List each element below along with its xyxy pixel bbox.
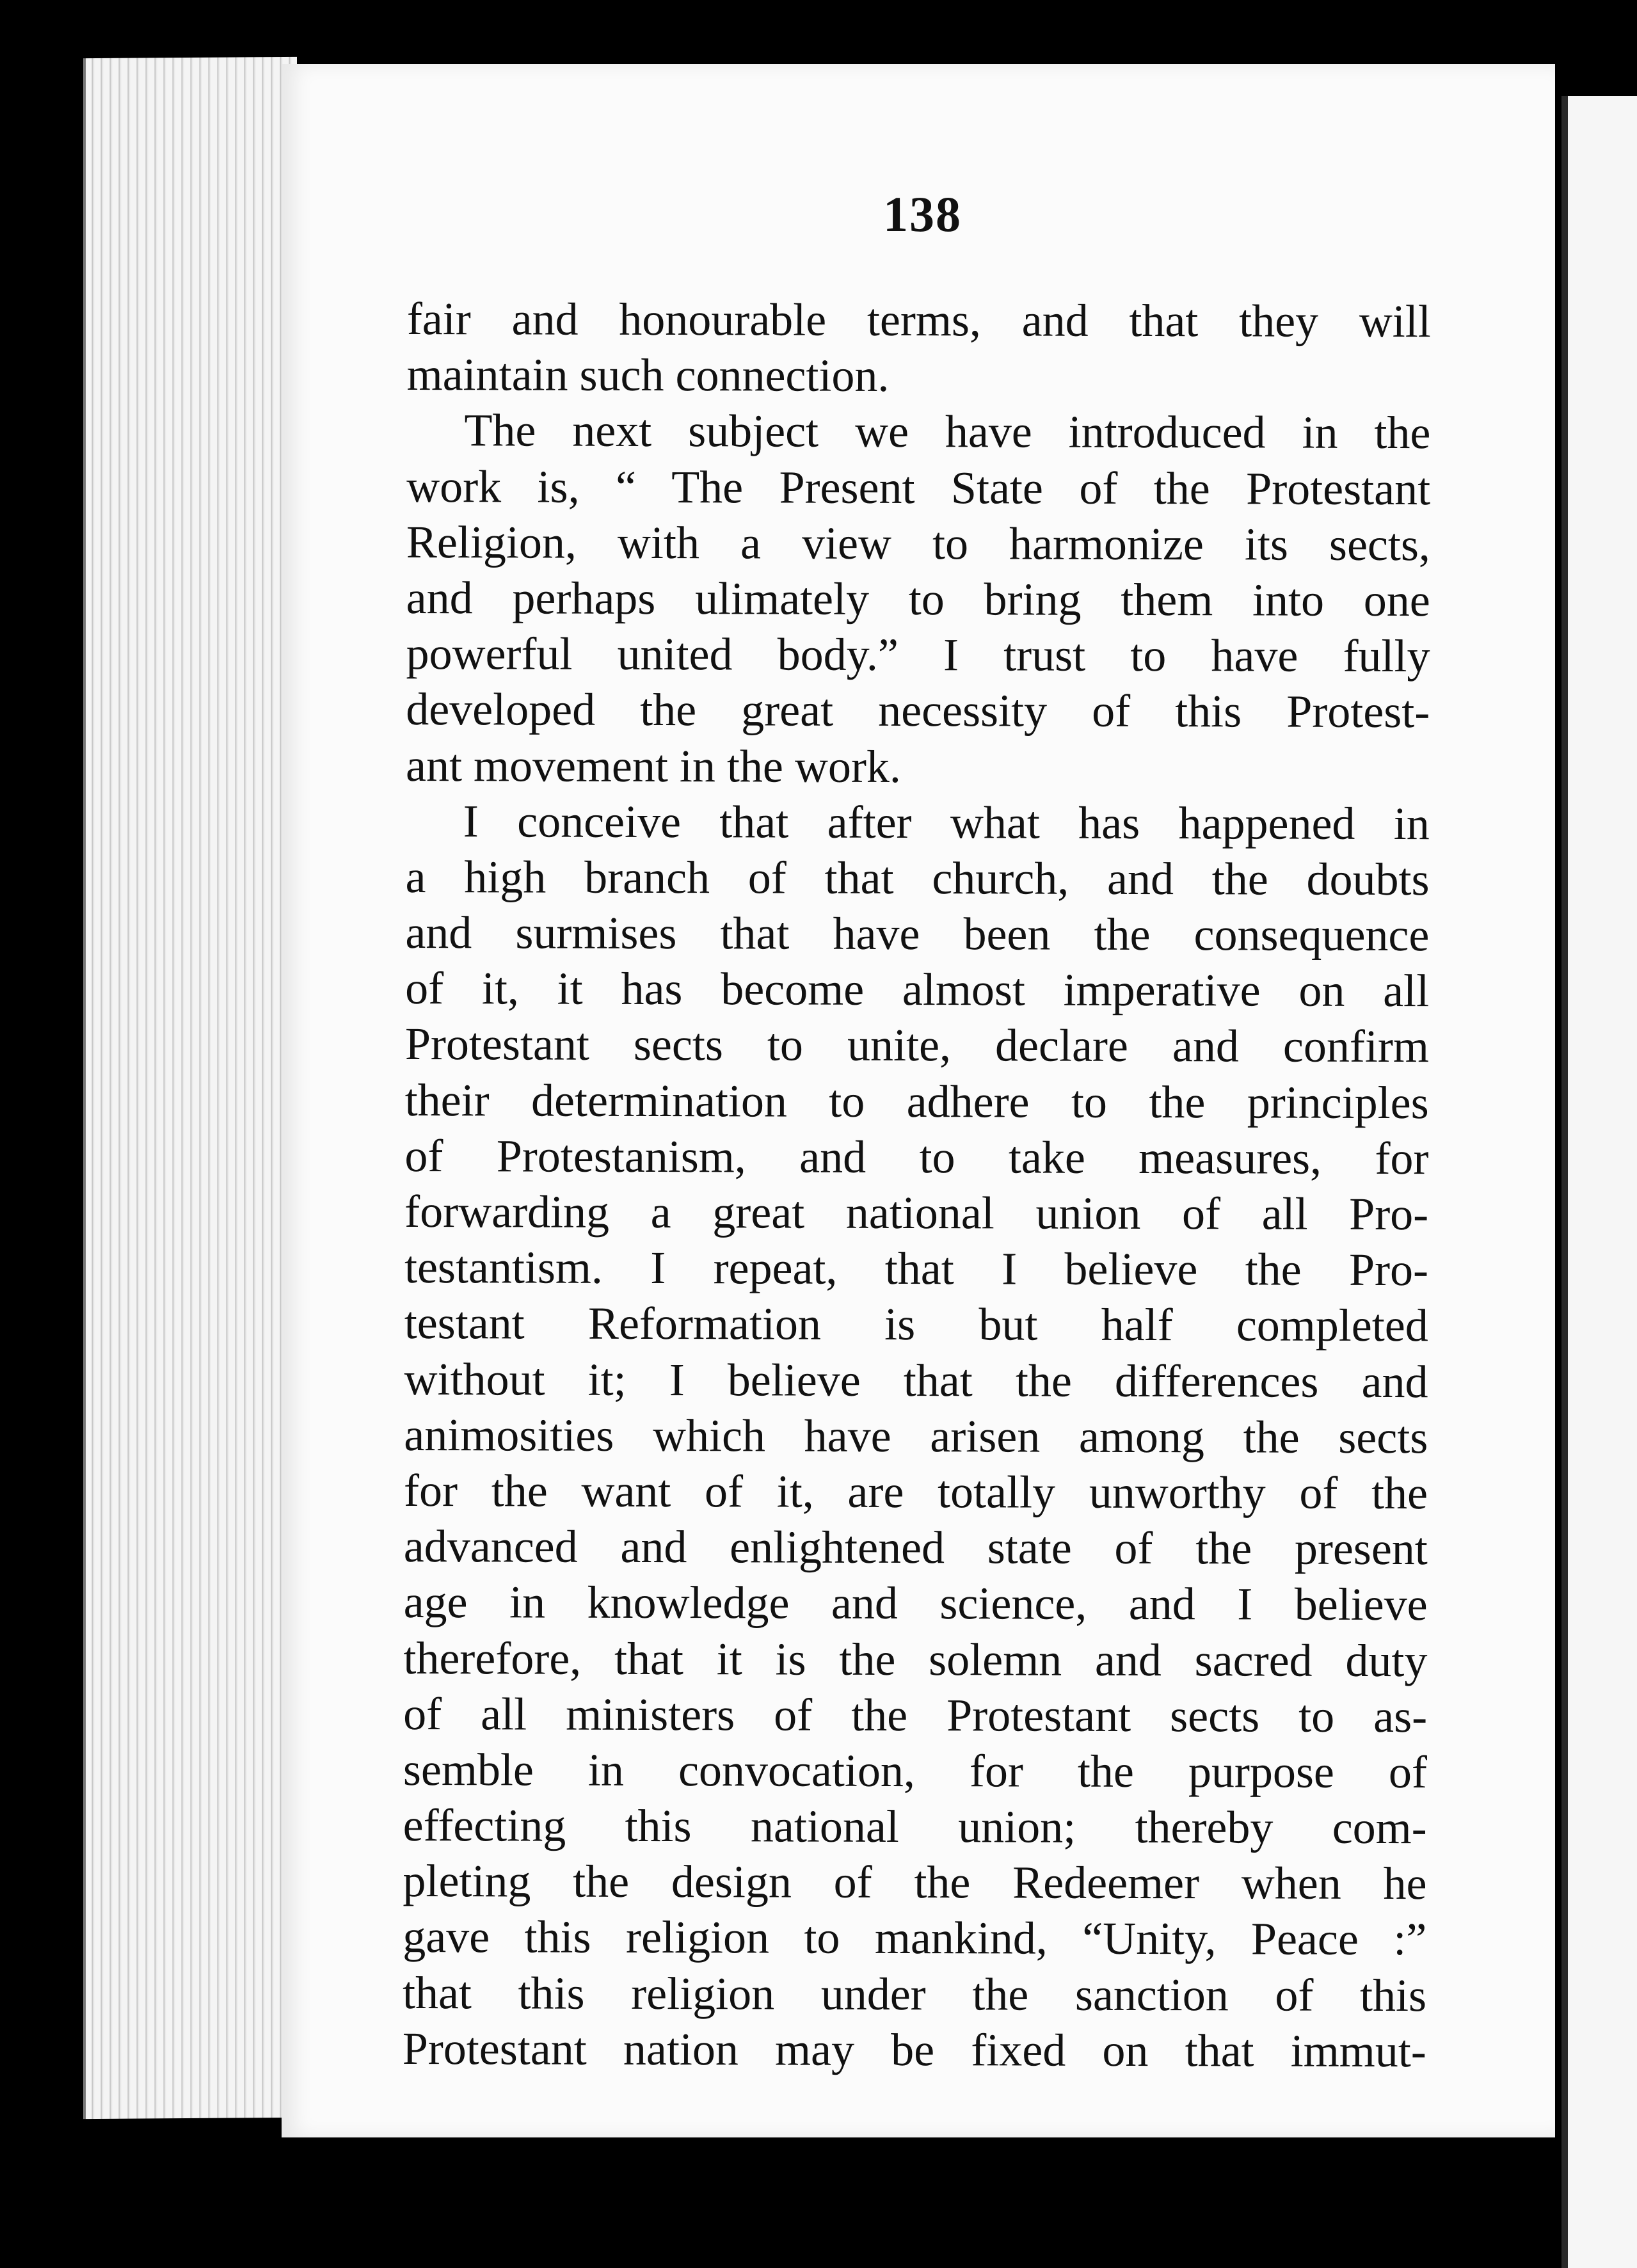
text-line: developed the great necessity of this Protest- (406, 683, 1430, 738)
text-line: testantism. I repeat, that I believe the Pro- (404, 1242, 1429, 1296)
text-line: effecting this national union; thereby com- (403, 1800, 1427, 1854)
text-line: Protestant nation may be fixed on that immut- (402, 2022, 1426, 2077)
text-line: gave this religion to mankind, “Unity, Peace :” (403, 1911, 1427, 1965)
text-line: for the want of it, are totally unworthy of the (403, 1464, 1428, 1519)
text-line: maintain such connection. (406, 349, 890, 402)
text-line: pleting the design of the Redeemer when he (403, 1855, 1427, 1910)
text-line: powerful united body.” I trust to have fully (406, 628, 1430, 682)
text-line: that this religion under the sanction of this (402, 1967, 1427, 2021)
body-text (403, 291, 1431, 2079)
text-line: I conceive that after what has happened in (463, 795, 1430, 849)
page-number: 138 (883, 186, 962, 242)
text-line: and surmises that have been the consequence (405, 907, 1430, 961)
text-line: forwarding a great national union of all Pro- (404, 1185, 1429, 1240)
text-line: semble in convocation, for the purpose of (403, 1743, 1428, 1798)
text-line: and perhaps ulimately to bring them into one (406, 571, 1430, 627)
text-line: of Protestanism, and to take measures, for (404, 1130, 1429, 1184)
text-line: testant Reformation is but half completed (404, 1297, 1428, 1352)
text-line: therefore, that it is the solemn and sacred duty (403, 1632, 1428, 1686)
text-line: The next subject we have introduced in the (464, 404, 1431, 459)
text-line: work is, “ The Present State of the Protestant (406, 460, 1431, 515)
text-line: Religion, with a view to harmonize its sects, (406, 516, 1431, 570)
text-line: a high branch of that church, and the doubts (405, 850, 1430, 906)
text-line: without it; I believe that the differences and (404, 1353, 1428, 1407)
text-line: ant movement in the work. (405, 739, 901, 792)
text-line: animosities which have arisen among the sects (404, 1409, 1428, 1463)
page-edges (83, 57, 297, 2119)
text-line: their determination to adhere to the principles (404, 1074, 1429, 1128)
text-line: advanced and enlightened state of the present (403, 1521, 1428, 1575)
text-line: fair and honourable terms, and that they will (406, 293, 1431, 347)
text-line: age in knowledge and science, and I believe (403, 1576, 1428, 1631)
text-line: of it, it has become almost imperative on all (405, 962, 1430, 1017)
adjacent-page (1561, 96, 1637, 2268)
text-line: of all ministers of the Protestant sects to as- (403, 1688, 1428, 1742)
text-line: Protestant sects to unite, declare and confirm (404, 1018, 1430, 1073)
